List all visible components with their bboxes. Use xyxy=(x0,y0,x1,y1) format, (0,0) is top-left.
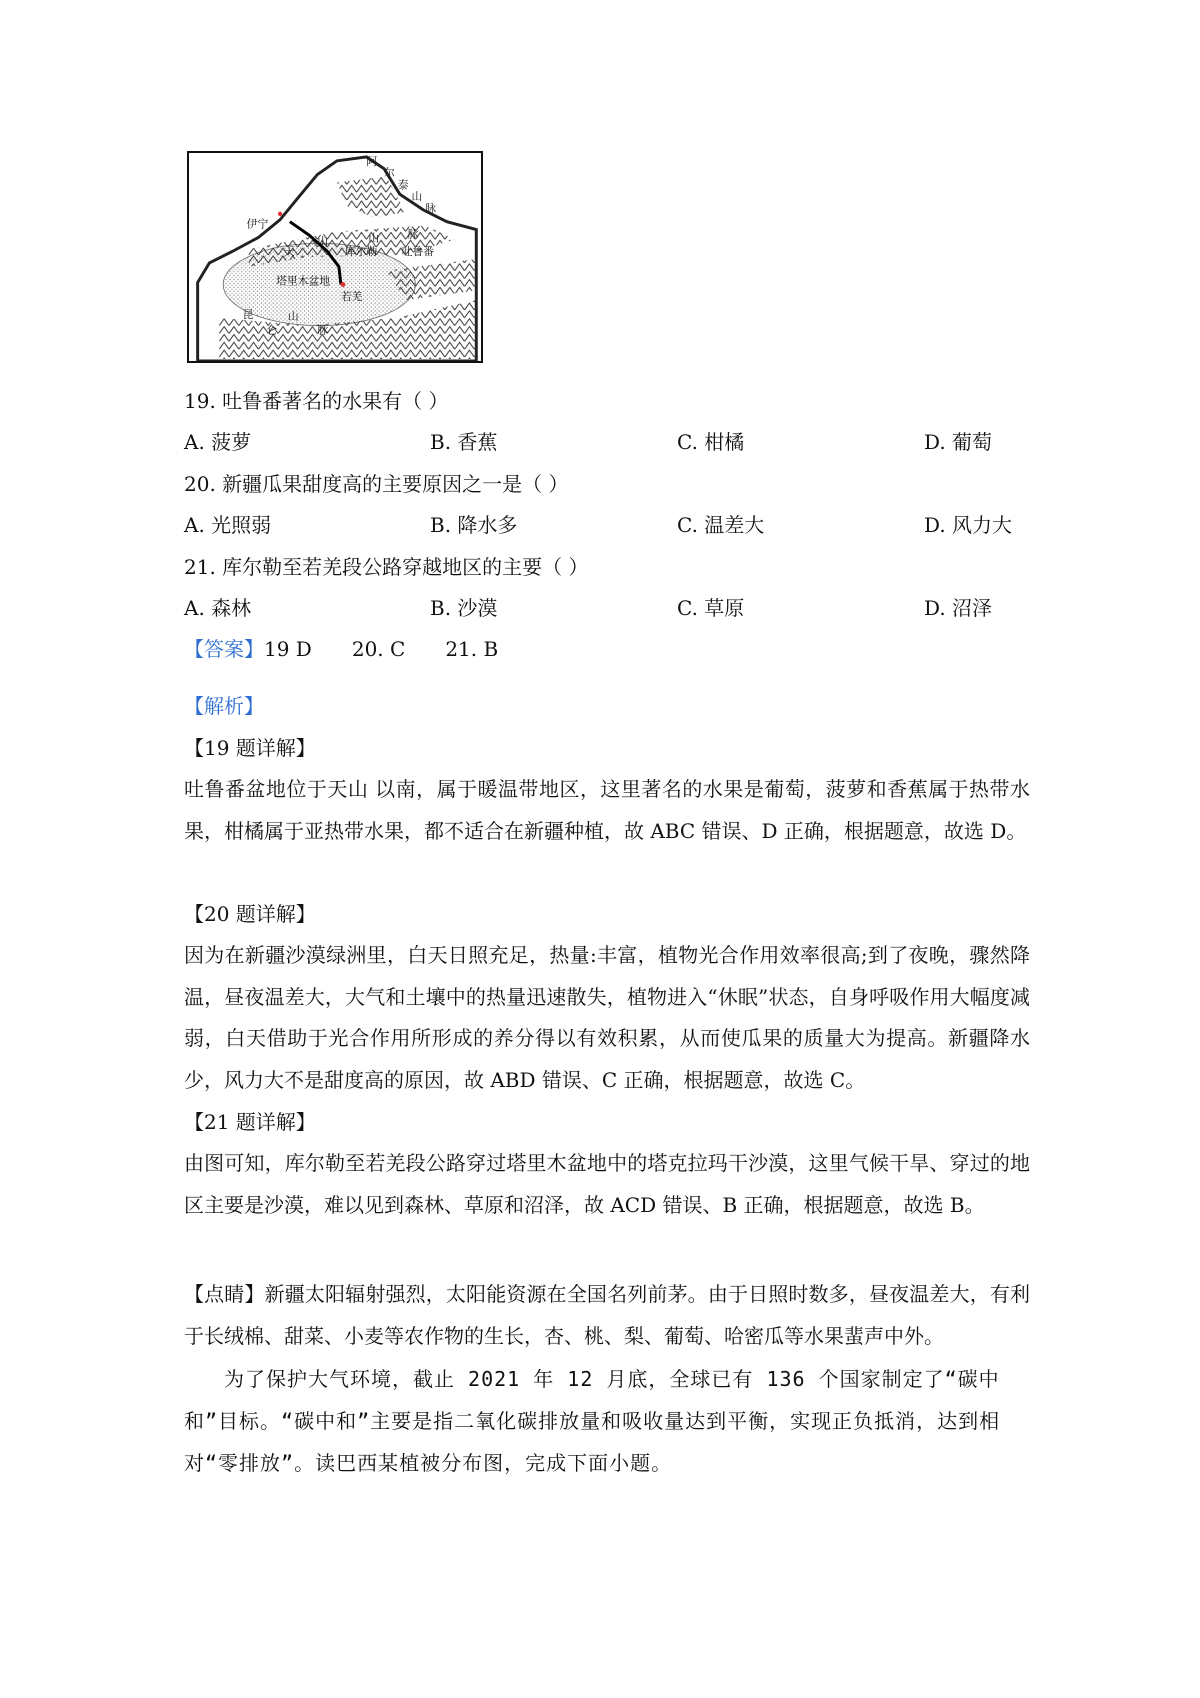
map-label: 脉 xyxy=(407,227,419,241)
map-label: 山 xyxy=(411,190,423,204)
map-label: 昆 xyxy=(242,307,254,321)
answer-20: 20. C xyxy=(351,637,406,661)
map-label: 尔 xyxy=(384,166,395,180)
map-label: 山 xyxy=(287,309,299,323)
analysis-tag: 【解析】 xyxy=(184,694,264,718)
explanation-21: 由图可知，库尔勒至若羌段公路穿过塔里木盆地中的塔克拉玛干沙漠，这里气候干旱、穿过的地区主要是沙漠，难以见到森林、草原和沼泽，故 ACD 错误、B 正确，根据题意，故选 B。 xyxy=(184,1151,1030,1217)
option-a: A. 光照弱 xyxy=(184,513,272,537)
map-label: 天 xyxy=(283,245,295,259)
map-label-basin: 塔里木盆地 xyxy=(276,274,331,288)
q20-stem: 20. 新疆瓜果甜度高的主要原因之一是（ ） xyxy=(184,472,569,496)
heading-20: 【20 题详解】 xyxy=(184,902,316,926)
map-label: 脉 xyxy=(425,201,437,215)
option-b: B. 降水多 xyxy=(430,513,518,537)
option-a: A. 菠萝 xyxy=(184,430,252,454)
option-b: B. 香蕉 xyxy=(430,430,498,454)
tip-text: 新疆太阳辐射强烈，太阳能资源在全国名列前茅。由于日照时数多，昼夜温差大，有利于长绒棉、甜菜、小麦等农作物的生长，杏、桃、梨、葡萄、哈密瓜等水果蜚声中外。 xyxy=(184,1282,1031,1348)
map-label-ruoqiang: 若羌 xyxy=(340,290,363,304)
yining-dot xyxy=(278,212,282,216)
map-label: 阿 xyxy=(366,154,378,168)
xinjiang-map-svg xyxy=(189,153,481,361)
option-d: D. 风力大 xyxy=(924,513,1013,537)
answer-21: 21. B xyxy=(445,637,499,661)
map-label: 山 xyxy=(317,235,329,249)
q21-stem: 21. 库尔勒至若羌段公路穿越地区的主要（ ） xyxy=(184,555,589,579)
option-b: B. 沙漠 xyxy=(430,596,498,620)
answer-line xyxy=(184,635,498,663)
option-c: C. 草原 xyxy=(677,596,745,620)
map-label: 山 xyxy=(368,231,380,245)
map-label-kuerle: 库尔勒 xyxy=(344,245,378,259)
answer-19: 19 D xyxy=(264,637,312,661)
map-label-yining: 伊宁 xyxy=(246,217,269,231)
next-question-intro: 为了保护大气环境，截止 2021 年 12 月底，全球已有 136 个国家制定了“碳中和”目标。“碳中和”主要是指二氧化碳排放量和吸收量达到平衡，实现正负抵消，达到相对“零排放”。读巴西某植被分布图，完成下面小题。 xyxy=(184,1367,1001,1475)
tip-tag: 【点睛】 xyxy=(184,1282,265,1306)
heading-21: 【21 题详解】 xyxy=(184,1110,316,1134)
xinjiang-map-figure xyxy=(187,151,483,363)
heading-19: 【19 题详解】 xyxy=(184,736,316,760)
option-d: D. 葡萄 xyxy=(924,430,993,454)
q19-stem: 19. 吐鲁番著名的水果有（ ） xyxy=(184,389,449,413)
option-c: C. 柑橘 xyxy=(677,430,745,454)
explanation-19: 吐鲁番盆地位于天山 以南，属于暖温带地区，这里著名的水果是葡萄，菠萝和香蕉属于热带水果，柑橘属于亚热带水果，都不适合在新疆种植，故 ABC 错误、D 正确，根据题意，故选 D。 xyxy=(184,777,1030,843)
ruoqiang-dot xyxy=(340,282,345,287)
map-label: 泰 xyxy=(397,178,409,192)
tip-paragraph xyxy=(184,1274,1030,1357)
option-c: C. 温差大 xyxy=(677,513,765,537)
map-label-tulufan: 吐鲁番 xyxy=(401,245,435,259)
option-a: A. 森林 xyxy=(184,596,252,620)
option-d: D. 沼泽 xyxy=(924,596,993,620)
answer-tag: 【答案】 xyxy=(184,637,264,661)
map-label: 仑 xyxy=(266,323,278,337)
explanation-20: 因为在新疆沙漠绿洲里，白天日照充足，热量:丰富，植物光合作用效率很高;到了夜晚，骤然降温，昼夜温差大，大气和土壤中的热量迅速散失，植物进入“休眠”状态，自身呼吸作用大幅度减弱，白天借助于光合作用所形成的养分得以有效积累，从而使瓜果的质量大为提高。新疆降水少，风力大不是甜度高的原因，故 ABD 错误、C 正确，根据题意，故选 C。 xyxy=(184,943,1030,1092)
map-label: 脉 xyxy=(317,323,329,337)
